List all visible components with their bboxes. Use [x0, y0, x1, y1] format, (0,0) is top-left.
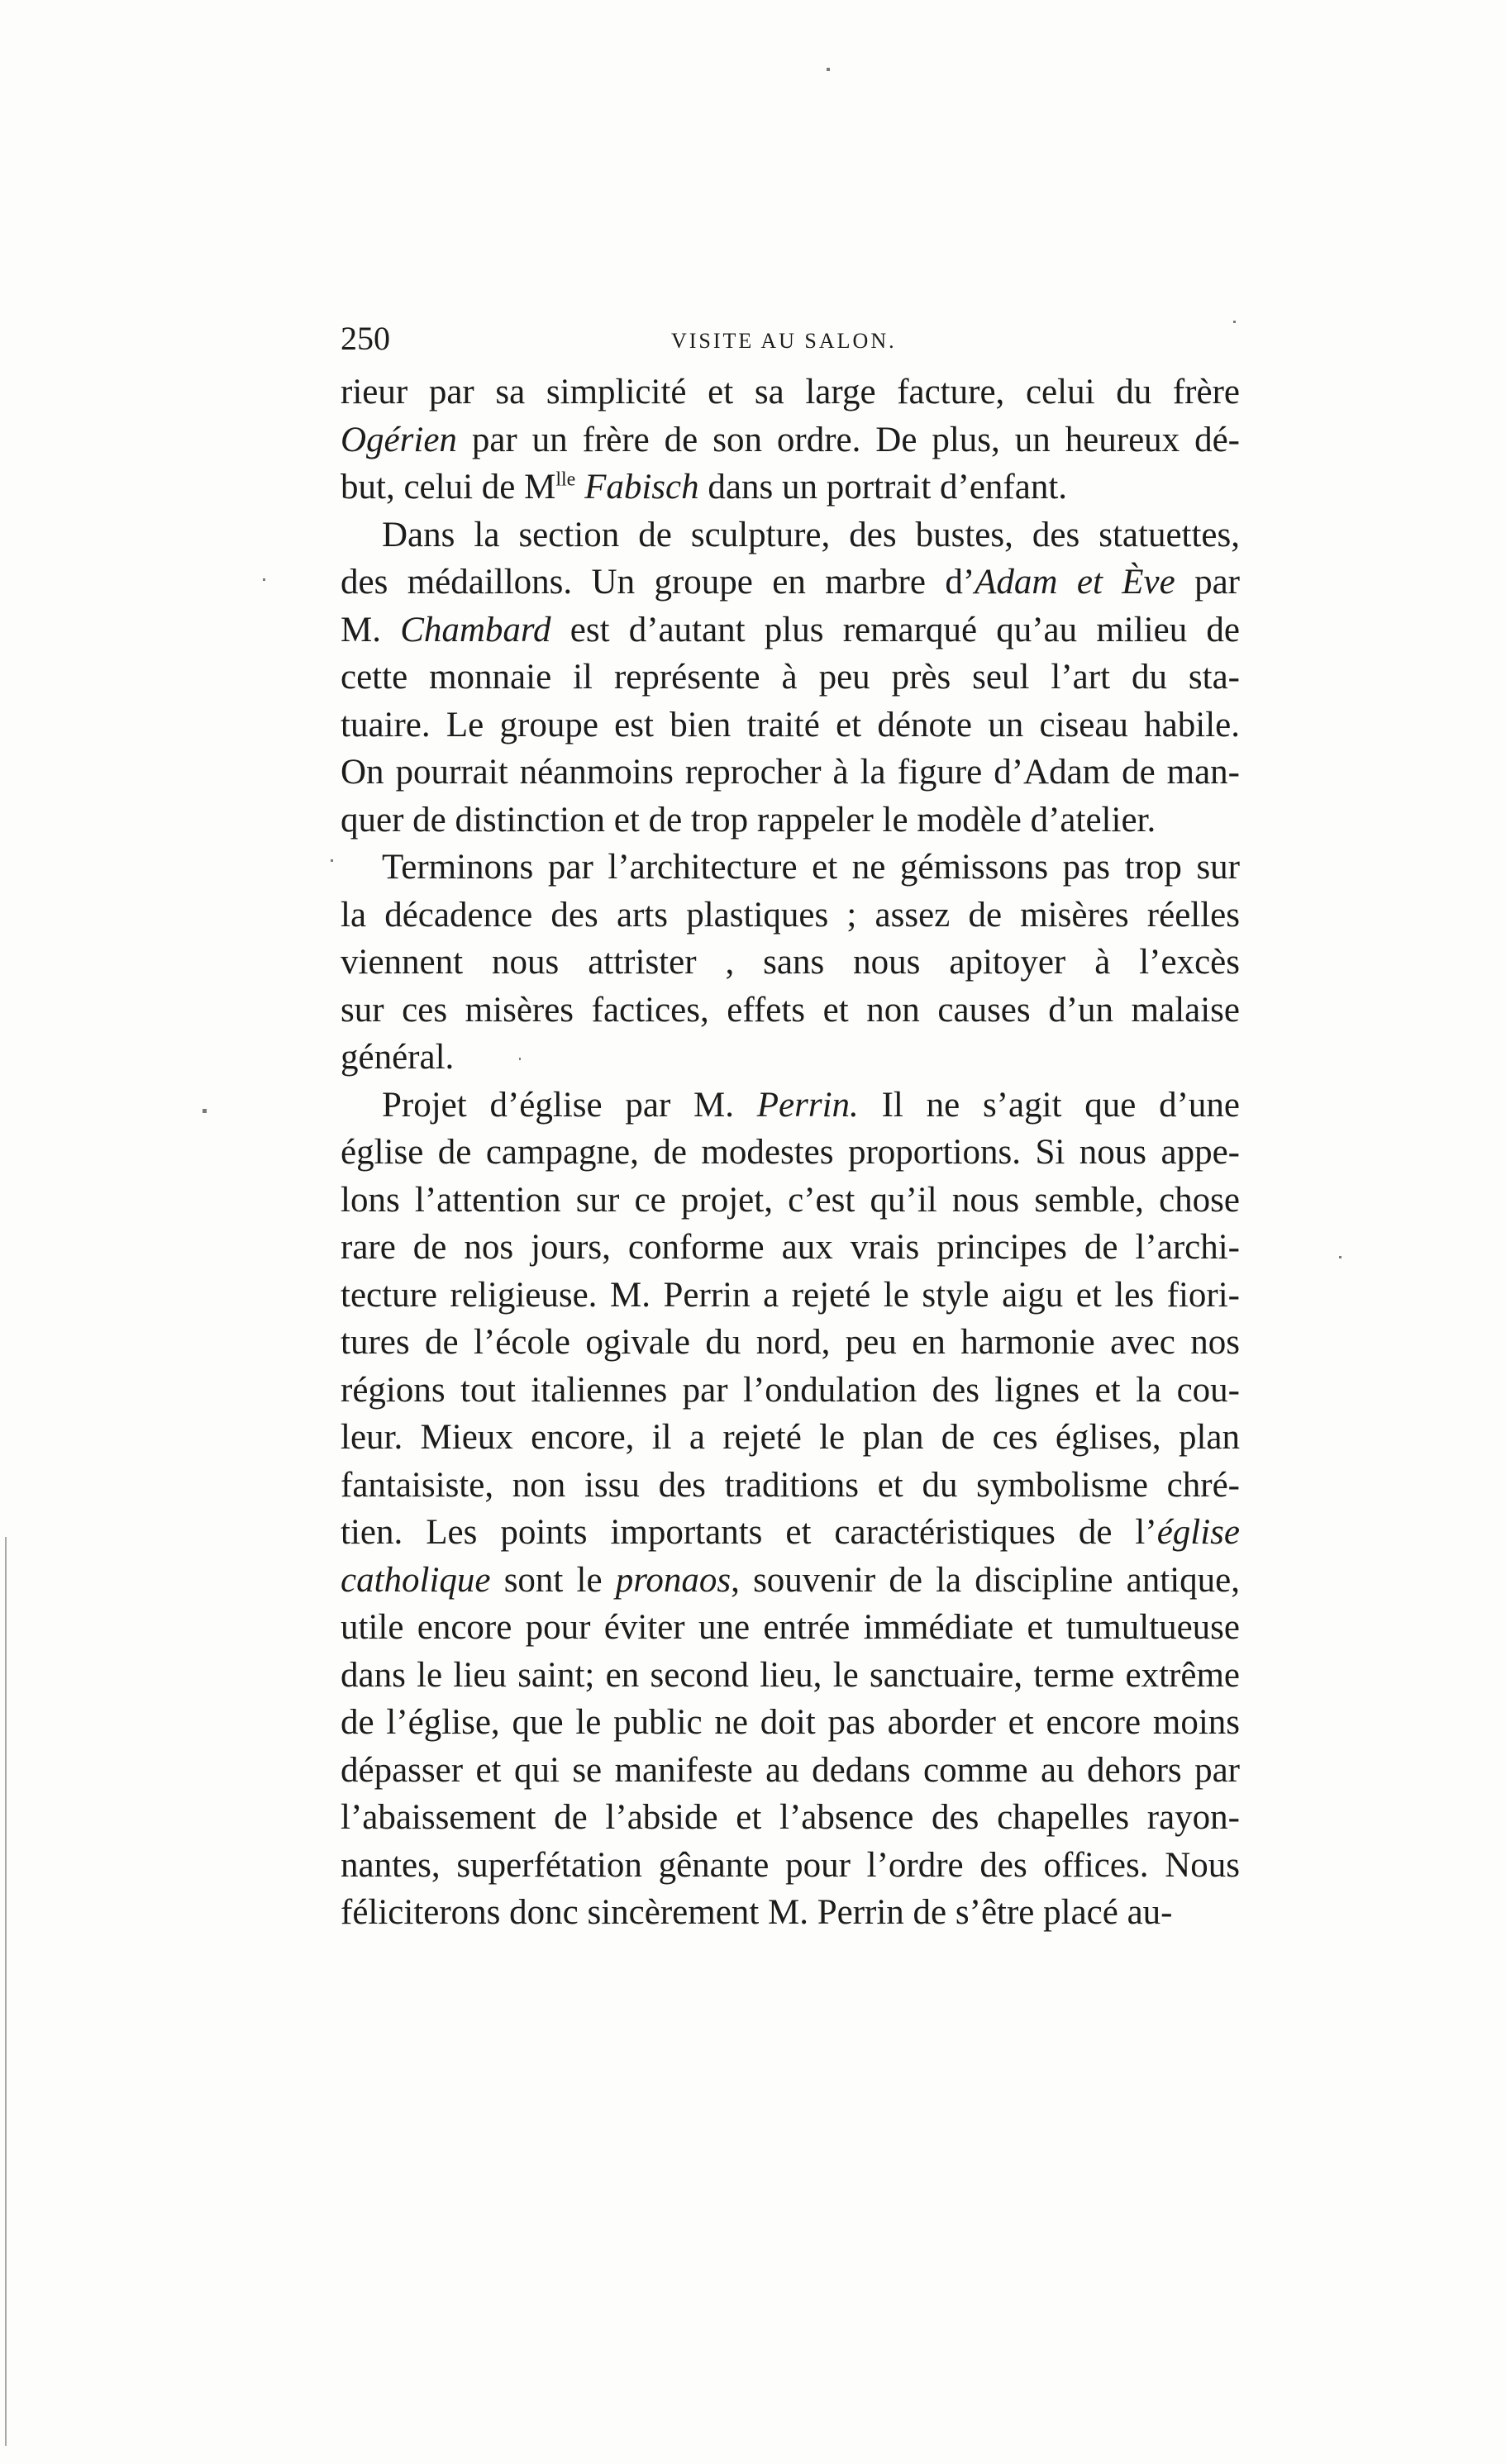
scan-speck: [331, 859, 333, 862]
text-run: Il ne s’agit que d’une: [858, 1085, 1240, 1125]
text-run: dépasser et qui se manifeste au dedans comme au dehors par: [341, 1750, 1240, 1790]
running-title: VISITE AU SALON.: [671, 329, 897, 353]
text-line: [341, 464, 1240, 511]
text-line: [341, 1082, 1240, 1130]
text-run: la décadence des arts plastiques ; assez de misères réelles: [341, 895, 1240, 935]
text-run: des médaillons. Un groupe en marbre d’: [341, 563, 975, 602]
text-run: cette monnaie il représente à peu près seul l’art du sta-: [341, 658, 1240, 697]
text-run: [575, 468, 584, 507]
text-run: régions tout italiennes par l’ondulation des lignes et la cou-: [341, 1370, 1240, 1410]
paragraph: [341, 1082, 1240, 1937]
text-run: rieur par sa simplicité et sa large facture, celui du frère: [341, 373, 1240, 411]
text-run: lle: [555, 469, 576, 491]
text-line: [341, 1509, 1240, 1557]
italic-text: Fabisch: [584, 468, 699, 507]
text-line: [341, 1367, 1240, 1415]
text-line: [341, 559, 1240, 606]
text-run: Projet d’église par M.: [382, 1085, 757, 1125]
text-line: [341, 939, 1240, 987]
text-run: tien. Les points importants et caractéristiques de l’: [341, 1513, 1157, 1552]
italic-text: pronaos: [615, 1560, 732, 1600]
italic-text: Adam et Ève: [975, 563, 1175, 602]
text-run: tuaire. Le groupe est bien traité et dénote un ciseau habile.: [341, 705, 1240, 744]
paragraph: [341, 369, 1240, 511]
text-line: [341, 606, 1240, 654]
text-line: [341, 1034, 1240, 1082]
text-run: par un frère de son ordre. De plus, un heureux dé-: [456, 420, 1240, 459]
text-run: sur ces misères factices, effets et non causes d’un malaise: [341, 990, 1240, 1030]
text-line: [341, 369, 1240, 416]
text-run: église de campagne, de modestes proportions. Si nous appe-: [341, 1133, 1240, 1172]
text-line: [341, 749, 1240, 797]
text-line: [341, 1794, 1240, 1842]
text-line: [341, 892, 1240, 939]
text-line: [341, 1414, 1240, 1462]
italic-text: Perrin.: [756, 1085, 859, 1125]
text-run: sont le: [490, 1560, 616, 1600]
text-line: [341, 1699, 1240, 1747]
text-run: féliciterons donc sincèrement M. Perrin de s’être placé au-: [341, 1893, 1173, 1932]
text-run: , souvenir de la discipline antique,: [731, 1560, 1240, 1600]
text-run: Dans la section de sculpture, des bustes, des statuettes,: [382, 515, 1240, 554]
text-run: lons l’attention sur ce projet, c’est qu’il nous semble, chose: [341, 1180, 1240, 1220]
text-line: [341, 1462, 1240, 1510]
text-run: de l’église, que le public ne doit pas aborder et encore moins: [341, 1703, 1240, 1742]
text-line: [341, 511, 1240, 559]
text-run: Terminons par l’architecture et ne gémissons pas trop sur: [382, 848, 1240, 887]
text-run: viennent nous attrister , sans nous apitoyer à l’excès: [341, 943, 1240, 982]
text-line: [341, 1177, 1240, 1225]
italic-text: Ogérien: [341, 420, 457, 459]
text-line: [341, 1652, 1240, 1700]
text-line: [341, 1557, 1240, 1605]
text-line: [341, 654, 1240, 702]
page-number: 250: [341, 320, 390, 357]
text-run: est d’autant plus remarqué qu’au milieu de: [550, 610, 1240, 649]
text-run: On pourrait néanmoins reprocher à la figure d’Adam de man-: [341, 753, 1240, 792]
italic-text: catholique: [341, 1560, 491, 1600]
text-line: [341, 987, 1240, 1035]
text-run: M.: [341, 610, 401, 649]
text-line: [341, 1747, 1240, 1795]
text-line: [341, 844, 1240, 892]
text-line: [341, 1224, 1240, 1272]
scan-speck: [519, 1058, 521, 1060]
text-run: but, celui de M: [341, 468, 556, 507]
text-line: [341, 1604, 1240, 1652]
scan-speck: [827, 68, 830, 71]
text-line: [341, 702, 1240, 749]
text-run: l’abaissement de l’abside et l’absence des chapelles rayon-: [341, 1798, 1240, 1837]
scan-speck: [203, 1109, 207, 1113]
text-run: tures de l’école ogivale du nord, peu en harmonie avec nos: [341, 1323, 1240, 1362]
paragraph: [341, 844, 1240, 1082]
text-line: [341, 1842, 1240, 1890]
text-run: général.: [341, 1038, 455, 1077]
scan-margin-rule: [5, 1537, 7, 2446]
scan-speck: [263, 578, 265, 581]
text-line: [341, 1129, 1240, 1177]
text-run: utile encore pour éviter une entrée immédiate et tumultueuse: [341, 1608, 1240, 1647]
text-line: [341, 1272, 1240, 1320]
text-run: par: [1175, 563, 1240, 602]
body-text: [341, 369, 1240, 1937]
text-line: [341, 797, 1240, 844]
text-run: tecture religieuse. M. Perrin a rejeté le style aigu et les fiori-: [341, 1275, 1240, 1315]
scan-speck: [1339, 1256, 1342, 1258]
text-line: [341, 1889, 1240, 1937]
paragraph: [341, 511, 1240, 844]
text-run: leur. Mieux encore, il a rejeté le plan de ces églises, plan: [341, 1418, 1240, 1457]
text-line: [341, 1319, 1240, 1367]
italic-text: Chambard: [400, 610, 551, 649]
text-run: nantes, superfétation gênante pour l’ordre des offices. Nous: [341, 1845, 1240, 1885]
text-run: dans le lieu saint; en second lieu, le sanctuaire, terme extrême: [341, 1655, 1240, 1695]
text-run: fantaisiste, non issu des traditions et du symbolisme chré-: [341, 1465, 1240, 1505]
text-run: quer de distinction et de trop rappeler le modèle d’atelier.: [341, 800, 1156, 840]
text-line: [341, 416, 1240, 464]
text-run: rare de nos jours, conforme aux vrais principes de l’archi-: [341, 1228, 1240, 1267]
running-head: [341, 316, 1240, 362]
italic-text: église: [1156, 1513, 1240, 1552]
text-run: dans un portrait d’enfant.: [698, 468, 1068, 507]
scan-speck: [1233, 321, 1236, 323]
